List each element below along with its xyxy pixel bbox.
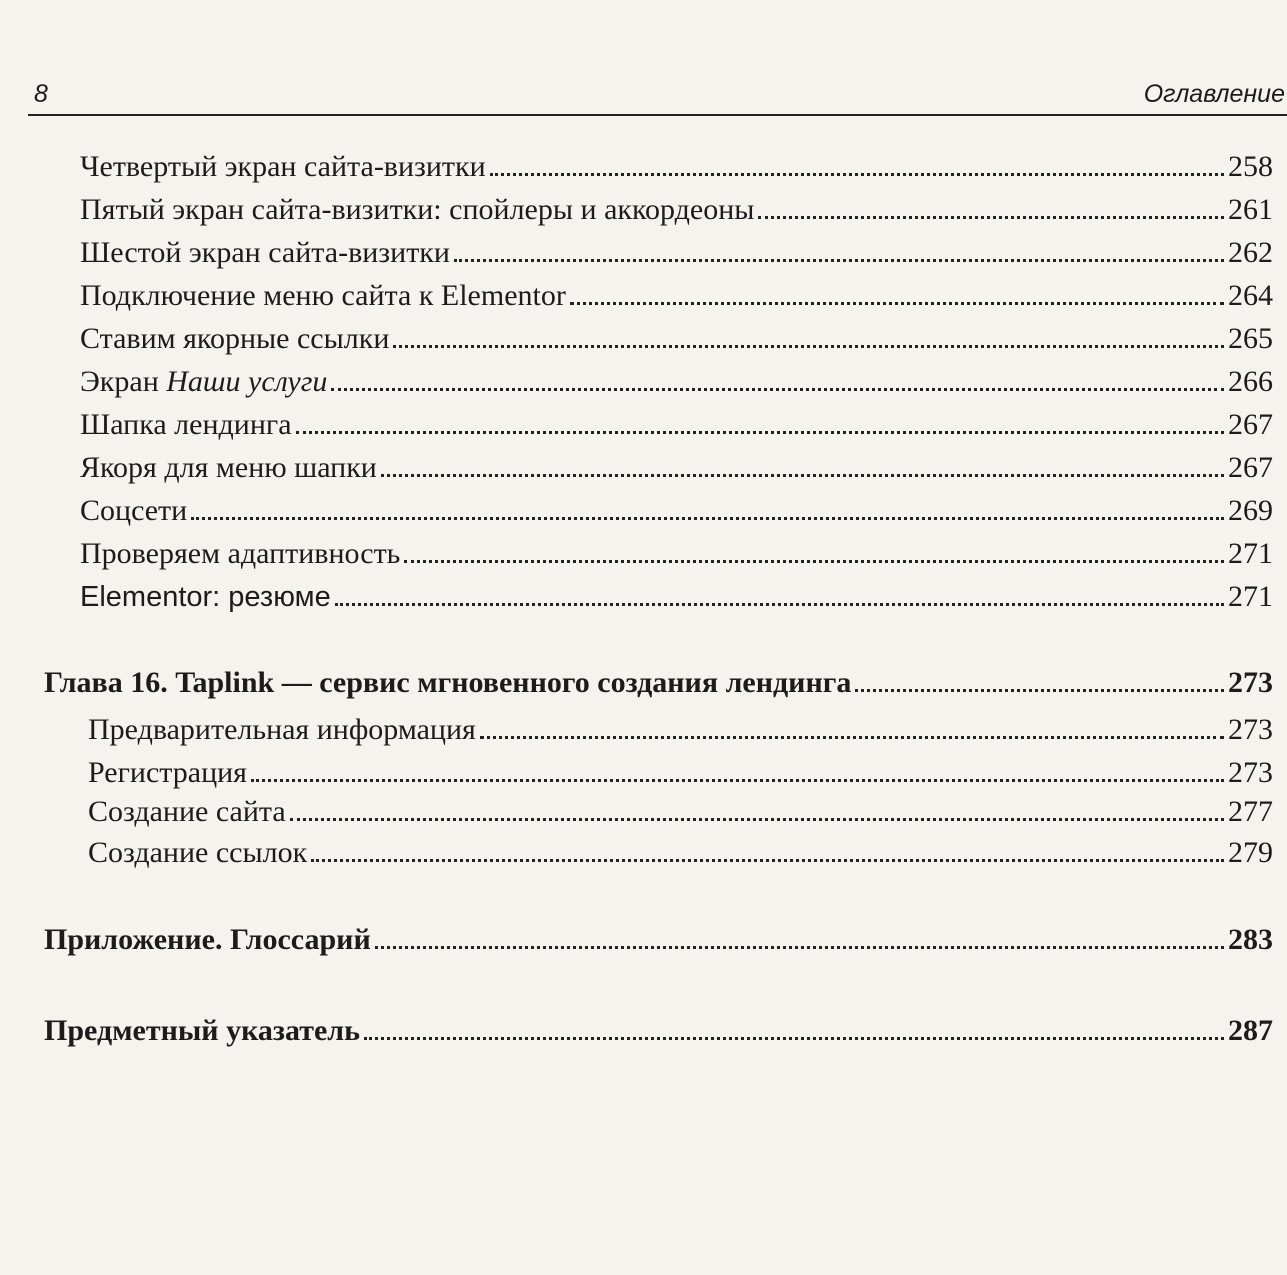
toc-appendix-title: Приложение. Глоссарий [44,923,371,956]
dot-leader [311,859,1224,862]
toc-entry-page: 271 [1228,537,1273,570]
toc-entry-title: Создание ссылок [88,836,308,869]
toc-entry-title: Elementor: резюме [80,581,331,613]
toc-entry-page: 261 [1228,193,1273,226]
toc-entry-title: Якоря для меню шапки [80,451,377,484]
dot-leader [290,818,1224,821]
toc-appendix-entry [44,918,1273,958]
toc-entry-title: Предварительная информация [88,713,476,746]
toc-entry [80,403,1273,443]
toc-entry [88,751,1273,791]
toc-entry [88,831,1273,871]
toc-entry [80,360,1273,400]
toc-chapter-title: Глава 16. Taplink — сервис мгновенного создания лендинга [44,666,852,699]
header-rule [28,114,1287,116]
dot-leader [758,216,1224,219]
toc-entry-title: Шестой экран сайта-визитки [80,236,450,269]
toc-entry-page: 273 [1228,713,1273,746]
dot-leader [381,474,1224,477]
toc-index-page: 287 [1228,1014,1273,1047]
dot-leader [251,779,1224,782]
toc-entry-title: Проверяем адаптивность [80,537,401,570]
toc-entry-page: 279 [1228,836,1273,869]
toc-entry-page: 267 [1228,408,1273,441]
toc-entry-title: Создание сайта [88,795,286,828]
toc-entry-page: 271 [1228,580,1273,613]
toc-entry [80,446,1273,486]
toc-entry-title: Пятый экран сайта-визитки: спойлеры и аккордеоны [80,193,755,226]
toc-entry-title [80,364,327,400]
toc-entry-page: 266 [1228,365,1273,398]
toc-appendix-page: 283 [1228,923,1273,956]
dot-leader [296,431,1224,434]
dot-leader [570,302,1224,305]
dot-leader [191,517,1224,520]
dot-leader [375,946,1224,949]
toc-entry [80,274,1273,314]
toc-entry-title: Соцсети [80,494,188,527]
toc-entry-page: 262 [1228,236,1273,269]
toc-entry [80,532,1273,572]
dot-leader [490,173,1224,176]
toc-entry-title: Четвертый экран сайта-визитки [80,150,486,183]
toc-entry [80,575,1273,615]
toc-entry [80,231,1273,271]
toc-entry-page: 269 [1228,494,1273,527]
toc-entry [80,188,1273,228]
toc-index-title: Предметный указатель [44,1014,360,1047]
page-header [28,72,1287,112]
toc-entry [80,317,1273,357]
toc-index-entry [44,1009,1273,1049]
toc-entry-page: 277 [1228,795,1273,828]
page-number: 8 [34,80,48,108]
toc-entry-title: Подключение меню сайта к Elementor [80,279,566,312]
toc-entry-title-prefix: Экран [80,365,167,398]
dot-leader [454,259,1224,262]
toc-entry [88,790,1273,830]
toc-entry-page: 258 [1228,150,1273,183]
toc-entry-title: Шапка лендинга [80,408,292,441]
toc-chapter-entry [44,661,1273,701]
dot-leader [331,388,1224,391]
dot-leader [364,1037,1224,1040]
dot-leader [855,689,1224,692]
toc-entry-title: Ставим якорные ссылки [80,322,390,355]
toc-entry-title-italic: Наши услуги [166,365,328,398]
toc-entry-page: 265 [1228,322,1273,355]
toc-entry [80,489,1273,529]
dot-leader [335,603,1224,606]
dot-leader [404,560,1224,563]
toc-entry-page: 267 [1228,451,1273,484]
dot-leader [480,736,1224,739]
dot-leader [393,345,1224,348]
toc-entry [80,145,1273,185]
toc-entry [88,708,1273,748]
toc-entry-page: 273 [1228,756,1273,789]
running-title: Оглавление [1143,80,1285,108]
toc-entry-title: Регистрация [88,756,247,789]
toc-chapter-page: 273 [1228,666,1273,699]
toc-entry-page: 264 [1228,279,1273,312]
